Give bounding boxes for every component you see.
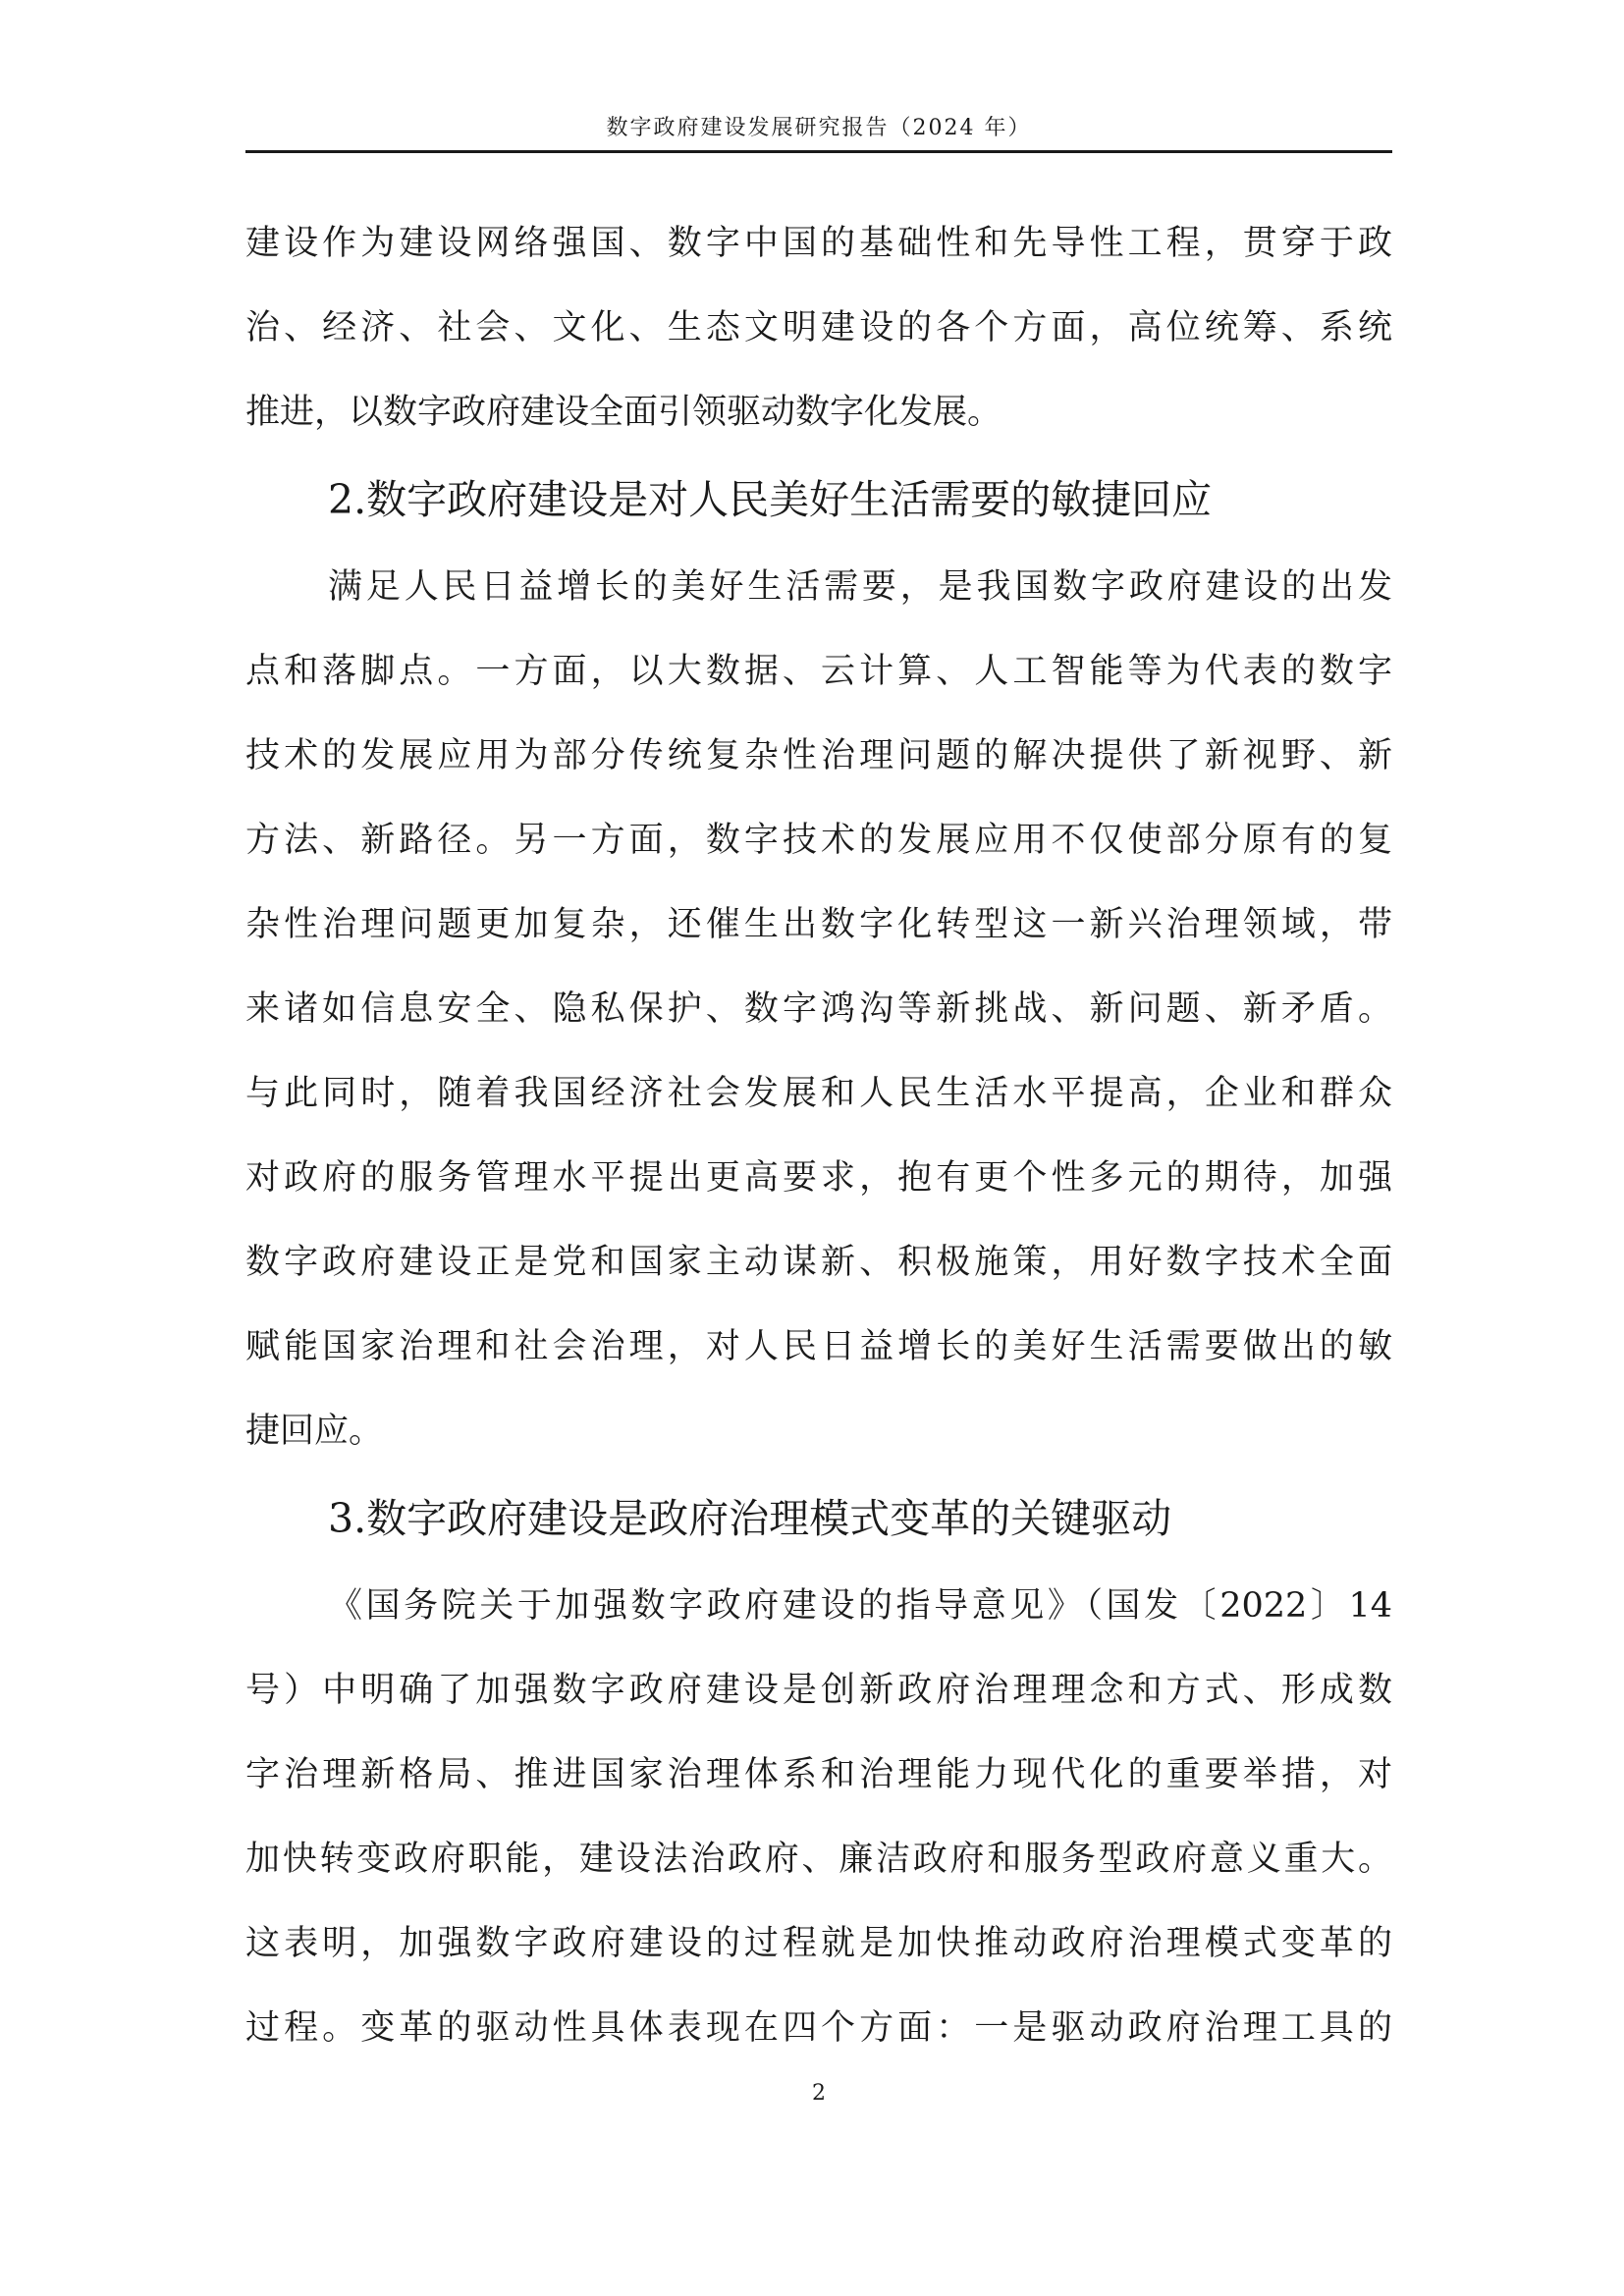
paragraph-line: 字治理新格局、推进国家治理体系和治理能力现代化的重要举措，对	[245, 1755, 1392, 1794]
running-header: 数字政府建设发展研究报告（2024 年）	[606, 116, 1032, 140]
paragraph-line: 对政府的服务管理水平提出更高要求，抱有更个性多元的期待，加强	[245, 1158, 1392, 1198]
paragraph-line: 加快转变政府职能，建设法治政府、廉洁政府和服务型政府意义重大。	[245, 1840, 1392, 1879]
section-heading-2: 2.数字政府建设是对人民美好生活需要的敏捷回应	[328, 476, 1213, 523]
paragraph-line: 《国务院关于加强数字政府建设的指导意见》（国发〔2022〕14	[328, 1586, 1392, 1626]
paragraph-line: 治、经济、社会、文化、生态文明建设的各个方面，高位统筹、系统	[245, 308, 1392, 347]
paragraph-line: 这表明，加强数字政府建设的过程就是加快推动政府治理模式变革的	[245, 1924, 1392, 1963]
paragraph-line: 来诸如信息安全、隐私保护、数字鸿沟等新挑战、新问题、新矛盾。	[245, 989, 1392, 1029]
paragraph-line: 建设作为建设网络强国、数字中国的基础性和先导性工程，贯穿于政	[245, 224, 1392, 263]
paragraph-line: 杂性治理问题更加复杂，还催生出数字化转型这一新兴治理领域，带	[245, 905, 1392, 944]
paragraph-line: 与此同时，随着我国经济社会发展和人民生活水平提高，企业和群众	[245, 1074, 1392, 1113]
paragraph-line: 技术的发展应用为部分传统复杂性治理问题的解决提供了新视野、新	[245, 736, 1392, 775]
paragraph-line: 号）中明确了加强数字政府建设是创新政府治理理念和方式、形成数	[245, 1671, 1392, 1710]
paragraph-line: 过程。变革的驱动性具体表现在四个方面：一是驱动政府治理工具的	[245, 2008, 1392, 2048]
paragraph-line: 数字政府建设正是党和国家主动谋新、积极施策，用好数字技术全面	[245, 1243, 1392, 1282]
paragraph-line: 点和落脚点。一方面，以大数据、云计算、人工智能等为代表的数字	[245, 652, 1392, 691]
page-number: 2	[812, 2081, 826, 2106]
page-content	[245, 201, 1392, 2070]
paragraph-line: 捷回应。	[245, 1412, 384, 1451]
header-rule	[245, 150, 1392, 153]
paragraph-line: 赋能国家治理和社会治理，对人民日益增长的美好生活需要做出的敏	[245, 1327, 1392, 1366]
section-heading-3: 3.数字政府建设是政府治理模式变革的关键驱动	[328, 1495, 1172, 1542]
paragraph-line: 满足人民日益增长的美好生活需要，是我国数字政府建设的出发	[328, 567, 1392, 607]
paragraph-line: 方法、新路径。另一方面，数字技术的发展应用不仅使部分原有的复	[245, 821, 1392, 860]
paragraph-line: 推进，以数字政府建设全面引领驱动数字化发展。	[245, 393, 1002, 432]
